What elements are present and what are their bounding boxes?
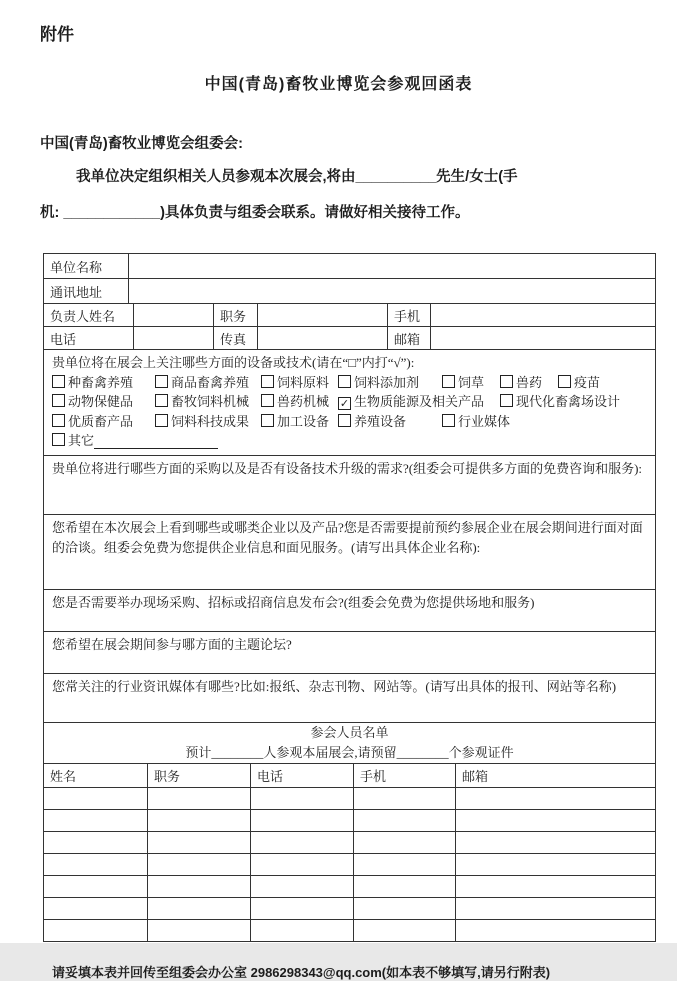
table-row [44,455,656,514]
interest-option-label: 现代化畜禽场设计 [516,394,621,409]
participant-cell[interactable] [251,831,354,853]
participant-cell[interactable] [148,897,251,919]
participant-cell[interactable] [456,831,656,853]
question-answer-cell[interactable] [44,514,656,589]
participant-estimate-line: 预计________人参观本届展会,请预留________个参观证件 [185,744,514,760]
question-answer-cell[interactable] [44,673,656,722]
checkbox-icon[interactable] [261,394,274,407]
table-row [44,254,656,279]
participant-cell[interactable] [148,787,251,809]
mobile-label: 手机 [388,304,431,327]
interest-option [442,373,484,393]
interest-option-label: 饲料原料 [277,374,330,390]
participant-cell[interactable] [44,875,148,897]
address-field[interactable] [129,279,656,304]
participant-cell[interactable] [148,919,251,941]
question-text: 您希望在本次展会上看到哪些或哪类企业以及产品?您是否需要提前预约参展企业在展会期间进行面对面的洽谈。组委会免费为您提供企业信息和面见服务。(请写出具体企业名称): [52,519,643,555]
phone-field[interactable] [134,327,214,350]
interest-option-label: 疫苗 [574,374,601,390]
question-answer-cell[interactable] [44,589,656,631]
interest-option-label: 种畜禽养殖 [68,374,134,390]
interest-option-row [52,431,647,451]
interest-option-label: 兽药 [516,374,543,390]
intro-line-2: 机: ____________)具体负责与组委会联系。请做好相关接待工作。 [40,205,470,221]
checkbox-icon[interactable] [442,375,455,388]
participant-list-title: 参会人员名单 [310,724,389,740]
checkbox-icon[interactable] [52,394,65,407]
participant-cell[interactable] [251,809,354,831]
participant-cell[interactable] [251,787,354,809]
interest-section [44,350,656,456]
participant-cell[interactable] [44,831,148,853]
question-text: 您希望在展会期间参与哪方面的主题论坛? [52,636,292,652]
participant-empty-row [44,919,656,941]
participant-cell[interactable] [148,853,251,875]
email-label: 邮箱 [388,327,431,350]
participant-cell[interactable] [251,919,354,941]
phone-label: 电话 [44,327,134,350]
participant-body [44,787,656,941]
interest-option [261,392,338,412]
question-text: 您是否需要举办现场采购、招标或招商信息发布会?(组委会免费为您提供场地和服务) [52,594,535,610]
attachment-label: 附件 [40,25,74,44]
checkbox-icon[interactable] [500,394,513,407]
table-row [44,589,656,631]
interest-option [52,392,155,412]
interest-option-label: 优质畜产品 [68,413,134,429]
footer-note: 请妥填本表并回传至组委会办公室 2986298343@qq.com(如本表不够填写,请另行附表) [52,964,551,980]
email-field[interactable] [431,327,656,350]
table-row [44,279,656,304]
interest-option-label: 其它 [68,433,95,448]
page-title: 中国(青岛)畜牧业博览会参观回函表 [204,76,473,93]
participant-cell[interactable] [354,809,456,831]
intro-paragraph [40,159,637,231]
participant-cell[interactable] [354,897,456,919]
checkbox-icon[interactable] [52,433,65,446]
participant-cell[interactable] [354,853,456,875]
interest-option [155,373,261,393]
participant-cell[interactable] [456,787,656,809]
participant-cell[interactable] [354,875,456,897]
participant-section-header [44,722,656,763]
participant-cell[interactable] [251,853,354,875]
interest-option [338,412,426,432]
interest-option-label: 饲草 [458,374,485,390]
participant-empty-row [44,831,656,853]
checkbox-icon[interactable] [155,375,168,388]
job-title-label: 职务 [214,304,258,327]
interest-option-label: 畜牧饲料机械 [171,394,250,409]
checkbox-icon[interactable] [338,375,351,388]
interest-option-label: 行业媒体 [458,413,511,429]
contact-name-field[interactable] [134,304,214,327]
salutation-line: 中国(青岛)畜牧业博览会组委会: [40,136,243,152]
participant-cell[interactable] [251,897,354,919]
checkbox-icon[interactable] [52,375,65,388]
interest-option [155,392,261,412]
participant-cell[interactable] [456,897,656,919]
checkbox-icon[interactable] [261,375,274,388]
question-text: 您常关注的行业资讯媒体有哪些?比如:报纸、杂志刊物、网站等。(请写出具体的报刊、网站等名称) [52,678,617,694]
interest-option [500,392,620,412]
interest-option-row [52,392,647,412]
table-row [44,514,656,589]
unit-name-field[interactable] [129,254,656,279]
checkbox-icon[interactable] [261,414,274,427]
question-text: 贵单位将进行哪些方面的采购以及是否有设备技术升级的需求?(组委会可提供多方面的免费咨询和服务): [52,460,643,476]
participant-cell[interactable] [44,919,148,941]
participant-table [43,722,656,942]
contact-detail-table [43,303,656,350]
other-blank-line[interactable] [94,433,218,449]
contact-name-label: 负责人姓名 [44,304,134,327]
table-row [44,327,656,350]
interest-option [155,412,261,432]
interest-option-label: 加工设备 [277,413,330,429]
participant-cell[interactable] [456,919,656,941]
checkbox-icon[interactable] [155,414,168,427]
participant-cell[interactable] [148,831,251,853]
participant-cell[interactable] [354,831,456,853]
participant-empty-row [44,875,656,897]
participant-cell[interactable] [251,875,354,897]
interest-option-label: 商品畜禽养殖 [171,374,250,390]
participant-cell[interactable] [44,853,148,875]
interest-and-questions-table [43,349,656,723]
interest-option [338,373,426,393]
interest-option-label: 动物保健品 [68,394,134,409]
participant-cell[interactable] [456,875,656,897]
question-rows [44,455,656,722]
participant-empty-row [44,897,656,919]
table-row [44,631,656,673]
participant-header-row [44,763,656,787]
participant-cell[interactable] [44,809,148,831]
fax-label: 传真 [214,327,258,350]
interest-option [52,412,155,432]
participant-cell[interactable] [456,853,656,875]
participant-cell[interactable] [148,875,251,897]
interest-option-label: 养殖设备 [354,413,407,429]
checkbox-icon[interactable] [442,414,455,427]
job-title-field[interactable] [258,304,388,327]
interest-option [52,431,218,451]
checkbox-icon[interactable] [338,414,351,427]
address-label: 通讯地址 [44,279,129,304]
participant-cell[interactable] [354,787,456,809]
participant-empty-row [44,853,656,875]
participant-cell[interactable] [354,919,456,941]
interest-option-label: 饲料科技成果 [171,413,250,429]
interest-option-row [52,412,647,432]
participant-column-header: 电话 [251,763,354,787]
participant-empty-row [44,787,656,809]
table-row [44,722,656,763]
participant-column-header: 职务 [148,763,251,787]
question-answer-cell[interactable] [44,455,656,514]
participant-cell[interactable] [44,897,148,919]
table-row [44,673,656,722]
contact-info-table [43,253,656,304]
participant-column-header: 手机 [354,763,456,787]
participant-cell[interactable] [456,809,656,831]
mobile-field[interactable] [431,304,656,327]
interest-option-label: 饲料添加剂 [354,374,420,390]
checkbox-icon[interactable] [558,375,571,388]
interest-option [500,373,542,393]
interest-option [52,373,155,393]
interest-heading: 贵单位将在展会上关注哪些方面的设备或技术(请在“□”内打“√”): [52,355,415,370]
checkbox-icon[interactable] [155,394,168,407]
participant-column-header: 姓名 [44,763,148,787]
participant-column-header: 邮箱 [456,763,656,787]
participant-cell[interactable] [148,809,251,831]
participant-empty-row [44,809,656,831]
checkbox-icon[interactable] [52,414,65,427]
interest-options [52,373,647,451]
interest-option [261,373,338,393]
table-row [44,350,656,456]
fax-field[interactable] [258,327,388,350]
participant-cell[interactable] [44,787,148,809]
checkbox-checked-icon[interactable]: ✓ [339,397,350,410]
intro-line-1: 我单位决定组织相关人员参观本次展会,将由__________先生/女士(手 [76,169,518,185]
interest-option-label: 生物质能源及相关产品 [354,394,485,409]
interest-option [442,412,510,432]
interest-option [558,373,600,393]
unit-name-label: 单位名称 [44,254,129,279]
interest-option [338,392,484,412]
interest-option-row [52,373,647,393]
checkbox-icon[interactable] [500,375,513,388]
table-row [44,304,656,327]
question-answer-cell[interactable] [44,631,656,673]
interest-option [261,412,338,432]
interest-option-label: 兽药机械 [277,394,330,409]
